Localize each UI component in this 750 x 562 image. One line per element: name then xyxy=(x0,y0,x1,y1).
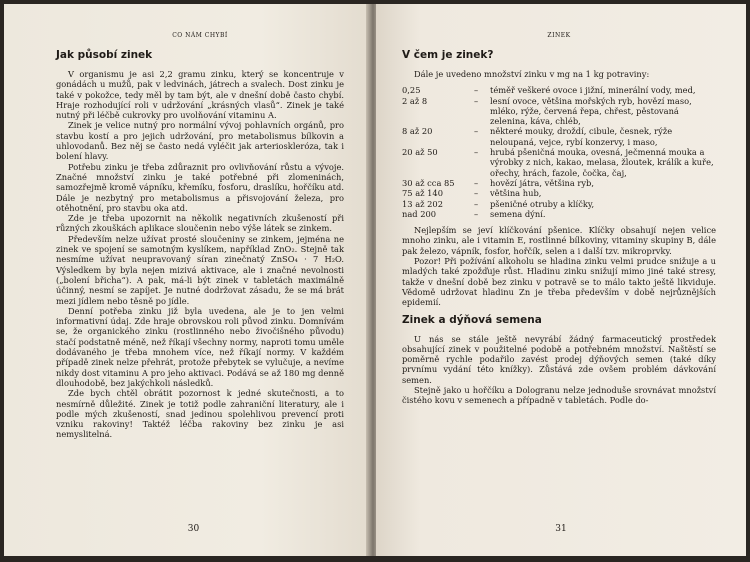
left-page xyxy=(4,4,370,556)
right-page xyxy=(376,4,746,556)
paragraph: Potřebu zinku je třeba zdůraznit pro ovlivňování růstu a vývoje. Značné množství zinku je také potřebné při zlomeninách, samozřejmě kromě vápníku, křemíku, fosforu, draslíku, hořčíku atd. Dále je nezbytný pro metabolismus a přisvojování železa, pro otěhotnění, pro stavbu oka atd. xyxy=(56,161,344,213)
running-head: CO NÁM CHYBÍ xyxy=(172,32,228,39)
zinc-content-table xyxy=(402,85,716,219)
table-cell-foods: pšeničné otruby a klíčky, xyxy=(490,198,595,209)
table-row xyxy=(402,199,716,209)
table-cell-dash: – xyxy=(474,208,479,219)
table-cell-dash: – xyxy=(474,188,479,199)
table-cell-dash: – xyxy=(474,126,479,137)
paragraph: Denní potřeba zinku již byla uvedena, ale je to jen velmi informativní údaj. Zde hraje obrovskou roli původ zinku. Domnívám se, že organického zinku (rostlinného nebo živočišného původu) stačí podstatně méně, než říkají všechny normy, naproti tomu uměle dodávaného je třeba mnohem více, než říkají normy. V každém případě zinek nelze přehrát, protože přebytek se vylučuje, a nevíme nikdy dost vitaminu A pro jeho aktivaci. Podává se až 180 mg denně dlouhodobě, bez jakýchkoli následků. xyxy=(56,305,344,388)
table-row xyxy=(402,178,716,188)
table-cell-foods: semena dýní. xyxy=(490,208,546,219)
table-cell-dash: – xyxy=(474,95,479,106)
table-cell-foods: hrubá pšeničná mouka, ovesná, ječmenná mouka a výrobky z nich, kakao, melasa, žloutek, králík a kuře, ořechy, hrách, fazole, čočka, čaj, xyxy=(490,147,714,178)
table-row xyxy=(402,126,716,147)
table-cell-range: nad 200 xyxy=(402,208,437,219)
table-cell-dash: – xyxy=(474,177,479,188)
table-cell-foods: většina hub, xyxy=(490,188,542,199)
section-heading: Jak působí zinek xyxy=(56,49,153,61)
running-head: ZINEK xyxy=(547,32,571,39)
table-cell-range: 2 až 8 xyxy=(402,95,428,106)
table-cell-range: 75 až 140 xyxy=(402,188,443,199)
intro-text: Dále je uvedeno množství zinku v mg na 1 kg potraviny: xyxy=(414,69,650,79)
table-cell-dash: – xyxy=(474,147,479,158)
section-heading: V čem je zinek? xyxy=(402,49,494,61)
table-row xyxy=(402,96,716,127)
table-row xyxy=(402,85,716,95)
table-cell-foods: některé mouky, droždí, cibule, česnek, rýže neloupaná, vejce, rybí konzervy, i maso, xyxy=(490,126,673,147)
paragraph: Pozor! Při požívání alkoholu se hladina zinku velmi prudce snižuje a u mladých také zpožďuje růst. Hladinu zinku snižují mimo jiné také stresy, takže v dnešní době bez zinku v potravě se to málo takto ještě likviduje. Vědomě udržovat hladinu Zn je třeba především v době nejrůznějších epidemií. xyxy=(402,256,716,308)
table-cell-range: 20 až 50 xyxy=(402,147,438,158)
paragraph: Zde bych chtěl obrátit pozornost k jedné skutečnosti, a to nesmírně důležité. Zinek je totiž podle zahraniční literatury, ale i podle mých zkušeností, snad jedinou spolehlivou prevencí proti vzniku rakoviny! Taktéž léčba rakoviny bez zinku je asi nemyslitelná. xyxy=(56,388,344,440)
paragraph: Především nelze užívat prosté sloučeniny se zinkem, jejména ne zinek ve spojení se samotným kyslíkem, například ZnO₂. Stejně tak nesmíme užívat neupravovaný síran zinečnatý ZnSO₄ · 7 H₂O. Výsledkem by byla nejen mizivá aktivace, ale i značné nevolnosti („bolení břicha“). A pak, má-li být zinek v tabletách maximálně účinný, nesmí se zapíjet. Je nutné dodržovat zásadu, že se má brát mezi jídlem nebo těsně po jídle. xyxy=(56,233,344,306)
table-cell-range: 30 až cca 85 xyxy=(402,177,455,188)
table-cell-range: 8 až 20 xyxy=(402,126,433,137)
table-cell-foods: téměř veškeré ovoce i jižní, minerální vody, med, xyxy=(490,85,696,96)
table-cell-range: 13 až 202 xyxy=(402,198,443,209)
paragraph: Stejně jako u hořčíku a Dologranu nelze jednoduše srovnávat množství čistého kovu v semenech a případně v tabletách. Podle do- xyxy=(402,385,716,406)
table-row xyxy=(402,188,716,198)
page-number: 31 xyxy=(555,524,567,534)
table-cell-foods: lesní ovoce, většina mořských ryb, hovězí maso, mléko, rýže, červená řepa, chřest, pěstovaná zelenina, káva, chléb, xyxy=(490,95,692,127)
paragraph: Nejlepším se jeví klíčkování pšenice. Klíčky obsahují nejen velice mnoho zinku, ale i vitamin E, rostlinné bílkoviny, vitaminy skupiny B, dále pak železo, vápník, fosfor, hořčík, selen a i další tzv. mikroprvky. xyxy=(402,225,716,256)
paragraph: Zinek je velice nutný pro normální vývoj pohlavních orgánů, pro stavbu kostí a pro jejich udržování, pro metabolismus bílkovin a uhlovodanů. Bez něj se často nedá vyléčit jak arterioskleróza, tak i bolení hlavy. xyxy=(56,120,344,162)
table-cell-range: 0,25 xyxy=(402,85,421,96)
paragraph: V organismu je asi 2,2 gramu zinku, který se koncentruje v gonádách u mužů, pak v ledvinách, játrech a svalech. Dost zinku je také v pokožce, tedy měl by tam být, ale v dnešní době často chybí. Hraje rozhodující roli v udržování „krásných vlasů“. Zinek je také nutný při léčbě cukrovky pro uvolňování vitaminu A. xyxy=(56,69,344,121)
table-cell-foods: hovězí játra, většina ryb, xyxy=(490,177,595,188)
book-spread xyxy=(4,4,746,556)
paragraph: Zde je třeba upozornit na několik negativních zkušeností při různých zkouškách aplikace sloučenin nebo výše látek se zinkem. xyxy=(56,213,344,234)
table-row xyxy=(402,147,716,178)
paragraph: U nás se stále ještě nevyrábí žádný farmaceutický prostředek obsahující zinek v použitelné podobě a potřebném množství. Naštěstí se poměrně rychle podařilo zavést prodej dýňových semen (také díky prvnímu vydání této knížky). Zůstává zde ovšem problém dávkování semen. xyxy=(402,333,716,385)
section-heading-2: Zinek a dýňová semena xyxy=(402,313,542,326)
table-cell-dash: – xyxy=(474,198,479,209)
page-number: 30 xyxy=(187,524,200,534)
table-cell-dash: – xyxy=(474,85,479,96)
table-row xyxy=(402,209,716,219)
